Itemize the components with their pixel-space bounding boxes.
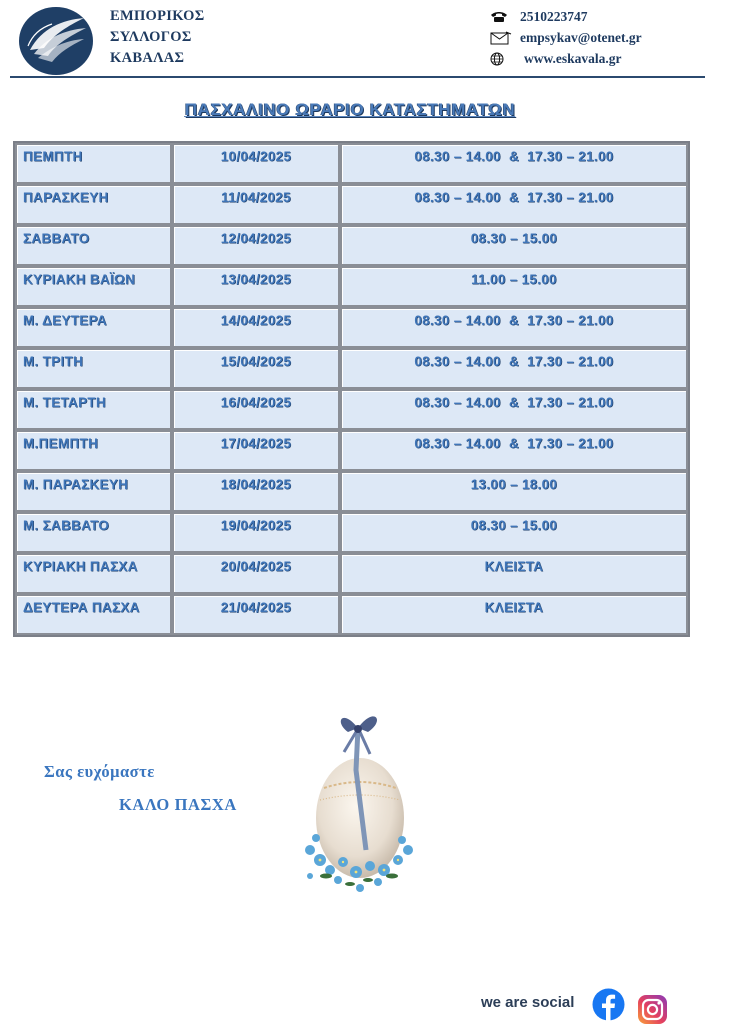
schedule-row [15,471,688,512]
day-cell-text: Μ.ΠΕΜΠΤΗ [23,436,99,451]
globe-icon [490,52,514,66]
schedule-row [15,430,688,471]
hours-cell-text: ΚΛΕΙΣΤΑ [484,559,544,574]
date-cell-text: 13/04/2025 [220,272,292,287]
day-cell [15,512,172,553]
social-label: we are social [481,994,575,1011]
date-cell-text: 14/04/2025 [220,313,292,328]
org-line-2: ΣΥΛΛΟΓΟΣ [110,29,192,45]
phone-row [490,6,642,27]
day-cell-text: ΠΑΡΑΣΚΕΥΗ [23,190,109,205]
hours-cell-text: ΚΛΕΙΣΤΑ [484,600,544,615]
hours-cell [340,553,688,594]
date-cell [172,594,340,635]
day-cell [15,553,172,594]
hours-cell-text: 08.30 – 14.00 & 17.30 – 21.00 [414,354,614,369]
date-cell [172,225,340,266]
day-cell-text: ΚΥΡΙΑΚΗ ΠΑΣΧΑ [23,559,138,574]
hours-cell [340,184,688,225]
header-divider [10,76,705,78]
day-cell-text: ΚΥΡΙΑΚΗ ΒΑΪΩΝ [23,272,136,287]
hours-cell [340,348,688,389]
date-cell-text: 15/04/2025 [220,354,292,369]
hours-cell-text: 08.30 – 15.00 [470,518,558,533]
day-cell-text: Μ. ΔΕΥΤΕΡΑ [23,313,107,328]
date-cell-text: 18/04/2025 [220,477,292,492]
day-cell-text: Μ. ΤΕΤΑΡΤΗ [23,395,106,410]
hours-cell [340,512,688,553]
date-cell [172,512,340,553]
date-cell-text: 17/04/2025 [220,436,292,451]
day-cell [15,225,172,266]
association-logo [18,6,94,76]
email-link[interactable]: empsykav@otenet.gr [520,29,642,45]
date-cell-text: 21/04/2025 [220,600,292,615]
day-cell-text: Μ. ΣΑΒΒΑΤΟ [23,518,110,533]
date-cell [172,266,340,307]
schedule-row [15,348,688,389]
hours-cell-text: 11.00 – 15.00 [471,272,557,287]
hours-cell-text: 08.30 – 14.00 & 17.30 – 21.00 [414,313,614,328]
date-cell-text: 12/04/2025 [220,231,292,246]
date-cell-text: 11/04/2025 [221,190,291,205]
schedule-row [15,266,688,307]
schedule-row [15,307,688,348]
page-title [0,100,700,120]
schedule-row [15,225,688,266]
day-cell-text: ΠΕΜΠΤΗ [23,149,83,164]
phone-number: 2510223747 [520,8,588,24]
hours-cell [340,266,688,307]
hours-cell-text: 13.00 – 18.00 [470,477,558,492]
day-cell [15,348,172,389]
schedule-row [15,553,688,594]
organization-name [110,6,205,69]
hours-cell [340,430,688,471]
day-cell [15,266,172,307]
day-cell [15,471,172,512]
hours-cell-text: 08.30 – 14.00 & 17.30 – 21.00 [414,190,614,205]
hours-cell [340,594,688,635]
hours-cell [340,143,688,184]
hours-cell-text: 08.30 – 14.00 & 17.30 – 21.00 [414,395,614,410]
email-icon [490,31,514,45]
org-line-3: ΚΑΒΑΛΑΣ [110,50,185,66]
date-cell [172,553,340,594]
hours-cell-text: 08.30 – 15.00 [470,231,558,246]
hours-cell [340,307,688,348]
day-cell-text: ΣΑΒΒΑΤΟ [23,231,90,246]
easter-hours-table [13,141,690,637]
day-cell [15,430,172,471]
schedule-row [15,184,688,225]
day-cell-text: Μ. ΠΑΡΑΣΚΕΥΗ [23,477,129,492]
schedule-row [15,512,688,553]
greeting-line-2: ΚΑΛΟ ΠΑΣΧΑ [119,795,237,814]
schedule-body [15,143,688,635]
schedule-row [15,143,688,184]
hours-cell [340,471,688,512]
instagram-icon[interactable] [637,994,668,1025]
day-cell [15,184,172,225]
contact-block [490,6,642,69]
hours-cell-text: 08.30 – 14.00 & 17.30 – 21.00 [414,149,614,164]
facebook-icon[interactable] [592,988,625,1021]
greeting-line-1: Σας ευχόμαστε [44,762,155,781]
hours-cell-text: 08.30 – 14.00 & 17.30 – 21.00 [414,436,614,451]
day-cell [15,307,172,348]
telephone-icon [490,10,514,24]
email-row [490,27,642,48]
org-line-1: ΕΜΠΟΡΙΚΟΣ [110,8,205,24]
day-cell [15,594,172,635]
website-row [490,48,642,69]
day-cell [15,389,172,430]
date-cell [172,471,340,512]
date-cell-text: 10/04/2025 [220,149,292,164]
schedule-row [15,389,688,430]
easter-egg-illustration [298,700,423,900]
day-cell [15,143,172,184]
page-title-text: ΠΑΣΧΑΛΙΝΟ ΩΡΑΡΙΟ ΚΑΤΑΣΤΗΜΑΤΩΝ [184,100,516,119]
day-cell-text: Μ. ΤΡΙΤΗ [23,354,84,369]
date-cell [172,389,340,430]
date-cell [172,430,340,471]
website-link[interactable]: www.eskavala.gr [524,50,622,66]
date-cell [172,307,340,348]
date-cell [172,184,340,225]
day-cell-text: ΔΕΥΤΕΡΑ ΠΑΣΧΑ [23,600,140,615]
date-cell-text: 19/04/2025 [220,518,292,533]
date-cell [172,143,340,184]
hours-cell [340,225,688,266]
date-cell [172,348,340,389]
hours-cell [340,389,688,430]
date-cell-text: 16/04/2025 [220,395,292,410]
date-cell-text: 20/04/2025 [220,559,292,574]
schedule-row [15,594,688,635]
